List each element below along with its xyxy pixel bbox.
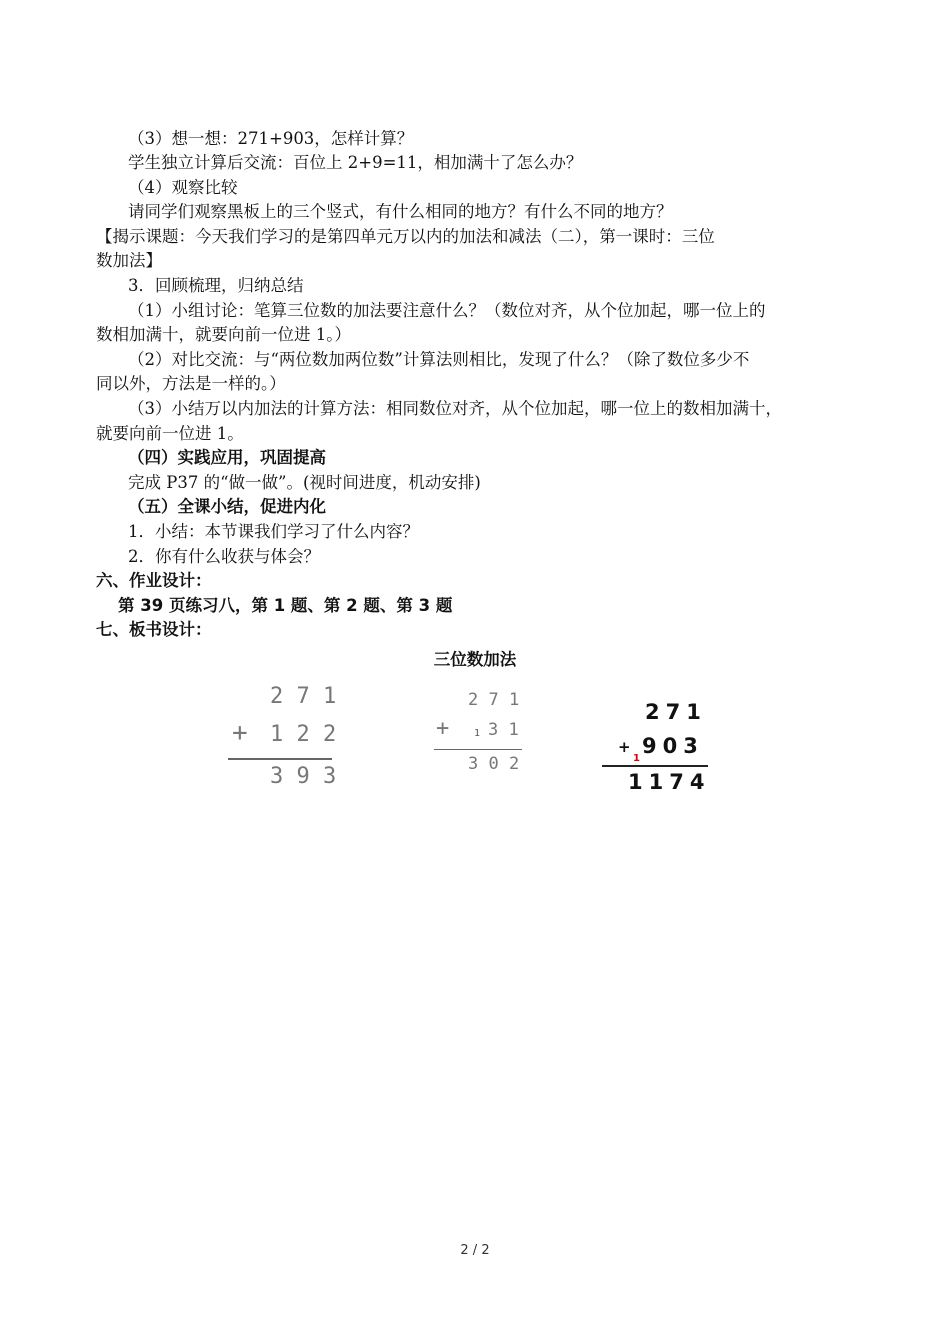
- text-line: 2．你有什么收获与体会？: [128, 547, 320, 566]
- calc-second-number: 3 1: [488, 720, 519, 740]
- page-number: 2 / 2: [460, 1243, 490, 1258]
- calc-underline: [228, 758, 332, 760]
- text-line: 就要向前一位进 1。: [96, 424, 244, 443]
- homework-line: 第 39 页练习八，第 1 题、第 2 题、第 3 题: [118, 596, 453, 615]
- board-title: 三位数加法: [433, 650, 517, 669]
- text-line: 完成 P37 的“做一做”。(视时间进度，机动安排): [128, 473, 481, 492]
- calc-plus-sign: +: [618, 738, 631, 756]
- text-line: （3）小结万以内加法的计算方法：相同数位对齐，从个位加起，哪一位上的数相加满十，: [128, 399, 782, 418]
- vertical-calc-2: [434, 688, 534, 788]
- calc-second-number: 903: [642, 734, 704, 758]
- text-line: （3）想一想：271+903，怎样计算？: [128, 129, 414, 148]
- calc-top-number: 2 7 1: [468, 690, 520, 710]
- text-line: 【揭示课题：今天我们学习的是第四单元万以内的加法和减法（二），第一课时：三位: [96, 227, 715, 246]
- vertical-calc-1: [228, 680, 348, 800]
- section-heading: 七、板书设计：: [96, 620, 212, 639]
- text-line: （1）小组讨论：笔算三位数的加法要注意什么？（数位对齐，从个位加起，哪一位上的: [128, 301, 766, 320]
- section-heading: 六、作业设计：: [96, 571, 212, 590]
- vertical-calc-3: [600, 696, 720, 806]
- calc-result: 3 0 2: [468, 754, 520, 774]
- text-line: 学生独立计算后交流：百位上 2+9=11，相加满十了怎么办？: [128, 153, 583, 172]
- text-line: 数相加满十，就要向前一位进 1。）: [96, 325, 351, 344]
- text-line: 同以外，方法是一样的。）: [96, 374, 286, 393]
- calc-underline: [434, 749, 522, 750]
- text-line: 3．回顾梳理，归纳总结: [128, 276, 304, 295]
- calc-top-number: 2 7 1: [270, 684, 337, 709]
- calc-carry-digit: 1: [474, 728, 481, 739]
- calc-underline: [602, 765, 708, 767]
- calc-result: 1174: [628, 770, 711, 794]
- text-line: 1．小结：本节课我们学习了什么内容？: [128, 522, 419, 541]
- text-line: （2）对比交流：与“两位数加两位数”计算法则相比，发现了什么？（除了数位多少不: [128, 350, 750, 369]
- section-heading: （五）全课小结，促进内化: [128, 497, 326, 516]
- text-line: 请同学们观察黑板上的三个竖式，有什么相同的地方？有什么不同的地方？: [128, 202, 673, 221]
- text-line: 数加法】: [96, 251, 162, 270]
- calc-plus-sign: +: [436, 716, 450, 741]
- text-line: （4）观察比较: [128, 178, 238, 197]
- section-heading: （四）实践应用，巩固提高: [128, 448, 326, 467]
- calc-second-number: 1 2 2: [270, 722, 337, 747]
- calc-top-number: 271: [645, 700, 707, 724]
- calc-result: 3 9 3: [270, 764, 337, 789]
- calc-plus-sign: +: [232, 718, 248, 748]
- calc-carry-digit: 1: [633, 753, 640, 764]
